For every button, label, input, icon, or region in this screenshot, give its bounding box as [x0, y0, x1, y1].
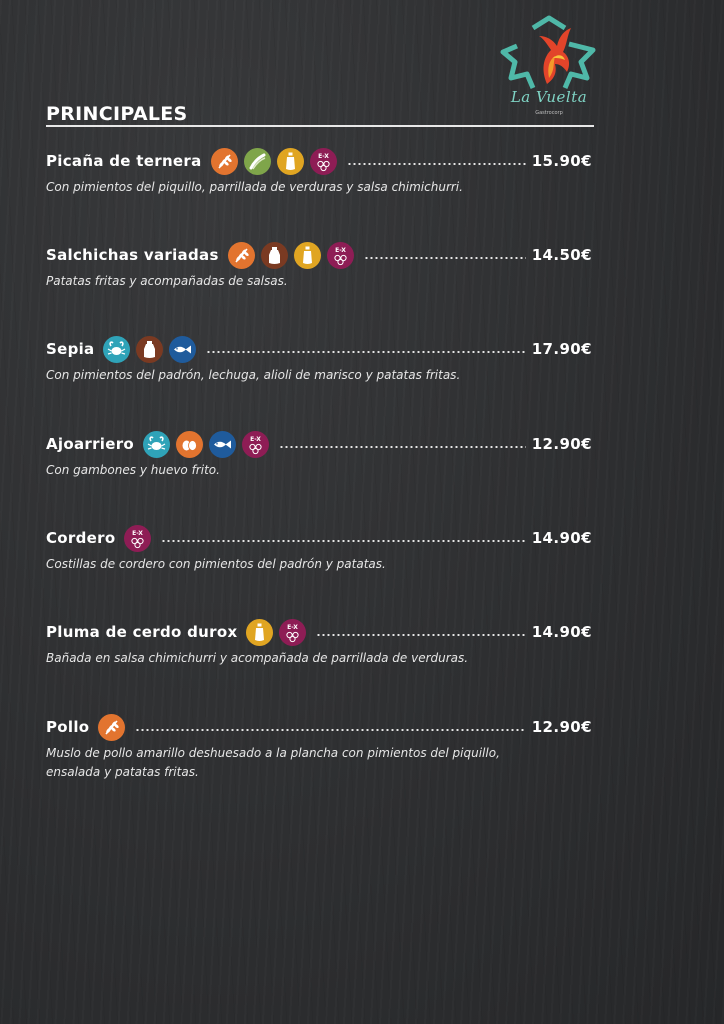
sulphites-icon	[242, 431, 269, 458]
menu-item	[46, 429, 592, 480]
restaurant-logo	[497, 14, 601, 122]
item-description: Con pimientos del padrón, lechuga, alioli de marisco y patatas fritas.	[46, 368, 461, 382]
menu-item	[46, 334, 592, 385]
item-description: Muslo de pollo amarillo deshuesado a la plancha con pimientos del piquillo, ensalada y patatas fritas.	[46, 746, 500, 779]
item-name: Cordero	[46, 529, 116, 547]
section-divider	[46, 125, 594, 127]
leader-dots	[347, 163, 526, 165]
crustaceans-icon	[103, 336, 130, 363]
menu-item	[46, 712, 592, 782]
item-name: Sepia	[46, 340, 95, 358]
milk-icon	[136, 336, 163, 363]
item-description: Costillas de cordero con pimientos del padrón y patatas.	[46, 557, 386, 571]
allergen-icons	[211, 148, 343, 175]
leader-dots	[206, 351, 525, 353]
svg-text:E-X: E-X	[334, 246, 346, 254]
logo-wordmark: La Vuelta	[510, 88, 588, 106]
item-price: 12.90€	[531, 718, 592, 736]
section-title: PRINCIPALES	[46, 103, 188, 125]
item-description: Bañada en salsa chimichurri y acompañada de parrillada de verduras.	[46, 651, 469, 665]
allergen-icons	[143, 431, 275, 458]
sulphites-icon	[310, 148, 337, 175]
logo-emblem-icon	[497, 14, 601, 94]
item-description: Con gambones y huevo frito.	[46, 463, 220, 477]
mustard-icon	[277, 148, 304, 175]
allergen-icons	[228, 242, 360, 269]
svg-text:E-X: E-X	[287, 623, 299, 631]
mustard-icon	[294, 242, 321, 269]
item-price: 14.90€	[531, 529, 592, 547]
item-name: Pluma de cerdo durox	[46, 623, 238, 641]
item-price: 15.90€	[531, 152, 592, 170]
allergen-icons	[98, 714, 131, 741]
item-name: Pollo	[46, 718, 90, 736]
eggs-icon	[176, 431, 203, 458]
allergen-icons	[124, 525, 157, 552]
item-name: Salchichas variadas	[46, 246, 219, 264]
allergen-icons	[103, 336, 202, 363]
sulphites-icon	[279, 619, 306, 646]
crustaceans-icon	[143, 431, 170, 458]
logo-subtitle: Gastrocorp	[535, 110, 563, 116]
item-price: 17.90€	[531, 340, 592, 358]
leader-dots	[161, 540, 525, 542]
gluten-icon	[211, 148, 238, 175]
leader-dots	[364, 257, 526, 259]
celery-icon	[244, 148, 271, 175]
leader-dots	[279, 446, 526, 448]
item-price: 14.90€	[531, 623, 592, 641]
svg-text:E-X: E-X	[250, 435, 261, 443]
gluten-icon	[228, 242, 255, 269]
svg-text:E-X: E-X	[317, 152, 329, 160]
item-price: 12.90€	[531, 435, 592, 453]
menu-item	[46, 523, 592, 574]
item-name: Ajoarriero	[46, 435, 134, 453]
fish-icon	[209, 431, 236, 458]
fish-icon	[169, 336, 196, 363]
item-price: 14.50€	[531, 246, 592, 264]
milk-icon	[261, 242, 288, 269]
menu-item	[46, 617, 592, 668]
svg-text:E-X: E-X	[132, 529, 144, 537]
gluten-icon	[98, 714, 125, 741]
item-description: Patatas fritas y acompañadas de salsas.	[46, 274, 288, 288]
item-description: Con pimientos del piquillo, parrillada de verduras y salsa chimichurri.	[46, 180, 463, 194]
sulphites-icon	[327, 242, 354, 269]
leader-dots	[135, 729, 525, 731]
item-name: Picaña de ternera	[46, 152, 202, 170]
menu-item	[46, 240, 592, 291]
mustard-icon	[246, 619, 273, 646]
menu-item	[46, 146, 592, 197]
leader-dots	[316, 634, 525, 636]
allergen-icons	[246, 619, 312, 646]
sulphites-icon	[124, 525, 151, 552]
